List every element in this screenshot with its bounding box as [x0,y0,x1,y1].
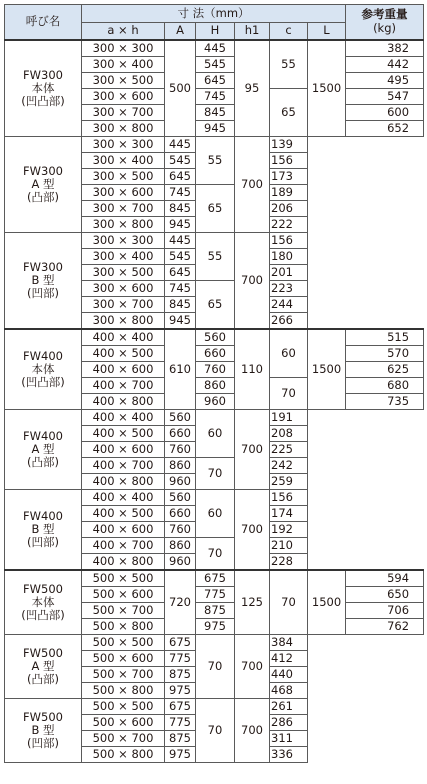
size-axh-cell: 400 × 500 [82,506,165,522]
model-name-line: 本体 [31,361,55,376]
dim-H-cell: 875 [165,731,196,747]
weight-cell: 384 [270,635,308,651]
header-weight [346,5,424,41]
header-axh: a × h [82,23,165,41]
weight-cell: 600 [346,105,424,121]
dim-H-cell: 545 [165,153,196,169]
model-name-line: FW400 [23,508,63,523]
size-axh-cell: 300 × 300 [82,137,165,153]
size-axh-cell: 400 × 400 [82,410,165,426]
weight-cell: 156 [270,233,308,249]
dim-c-cell: 55 [270,40,308,89]
model-name-line: FW500 [23,581,63,596]
model-section [5,410,424,490]
dim-c-cell: 65 [270,89,308,137]
header-weight-unit: (kg) [373,21,396,35]
size-axh-cell: 300 × 800 [82,121,165,137]
spec-table [4,4,424,763]
dim-c-cell: 70 [270,378,308,410]
size-axh-cell: 400 × 700 [82,458,165,474]
dim-H-cell: 645 [165,169,196,185]
model-name-line: B 型 [31,521,55,536]
table-row [5,233,424,249]
dim-H-cell: 560 [165,410,196,426]
model-name-line: 本体 [31,80,55,95]
size-axh-cell: 500 × 700 [82,667,165,683]
table-row [5,410,424,426]
size-axh-cell: 500 × 500 [82,635,165,651]
weight-cell: 625 [346,362,424,378]
model-name-line: (凹凸部) [21,94,65,109]
weight-cell: 173 [270,169,308,185]
size-axh-cell: 400 × 600 [82,522,165,538]
dim-H-cell: 645 [196,73,235,89]
size-axh-cell: 500 × 500 [82,699,165,715]
header-h1: h1 [235,23,270,41]
size-axh-cell: 300 × 500 [82,169,165,185]
header-L: L [308,23,346,41]
weight-cell: 735 [346,394,424,410]
dim-H-cell: 760 [165,522,196,538]
size-axh-cell: 300 × 300 [82,40,165,57]
table-row [5,490,424,506]
dim-A-cell: 500 [165,40,196,137]
dim-c-cell: 65 [196,185,235,233]
model-name-line: B 型 [31,272,55,287]
dim-H-cell: 975 [165,747,196,763]
model-section [5,329,424,410]
size-axh-cell: 400 × 600 [82,362,165,378]
size-axh-cell: 500 × 800 [82,683,165,699]
size-axh-cell: 400 × 800 [82,474,165,490]
weight-cell: 261 [270,699,308,715]
weight-cell: 201 [270,265,308,281]
dim-H-cell: 945 [165,313,196,330]
model-name-line: FW500 [23,645,63,660]
table-row [5,570,424,587]
table-header [5,5,424,41]
model-name-line: B 型 [31,722,55,737]
weight-cell: 223 [270,281,308,297]
size-axh-cell: 400 × 600 [82,442,165,458]
dim-H-cell: 875 [196,603,235,619]
size-axh-cell: 300 × 600 [82,281,165,297]
model-name-line: (凹部) [27,286,59,301]
weight-cell: 547 [346,89,424,105]
weight-cell: 222 [270,217,308,233]
dim-L-cell: 700 [235,635,270,699]
model-name-line: 本体 [31,594,55,609]
model-name-cell [5,635,82,699]
model-name-cell [5,40,82,137]
model-name-line: FW500 [23,709,63,724]
model-section [5,635,424,699]
dim-H-cell: 845 [165,201,196,217]
size-axh-cell: 500 × 700 [82,731,165,747]
weight-cell: 242 [270,458,308,474]
model-name-cell [5,233,82,330]
dim-H-cell: 745 [196,89,235,105]
size-axh-cell: 500 × 500 [82,570,165,587]
weight-cell: 495 [346,73,424,89]
weight-cell: 650 [346,587,424,603]
size-axh-cell: 300 × 400 [82,57,165,73]
dim-c-cell: 70 [270,570,308,635]
size-axh-cell: 400 × 500 [82,346,165,362]
dim-H-cell: 660 [165,506,196,522]
model-section [5,570,424,635]
table-row [5,635,424,651]
model-name-line: A 型 [31,658,55,673]
dim-c-cell: 60 [196,490,235,538]
size-axh-cell: 500 × 600 [82,651,165,667]
dim-c-cell: 65 [196,281,235,330]
model-section [5,490,424,571]
model-name-line: (凹部) [27,736,59,751]
dim-H-cell: 675 [165,635,196,651]
dim-L-cell: 700 [235,137,270,233]
dim-L-cell: 700 [235,233,270,330]
weight-cell: 259 [270,474,308,490]
size-axh-cell: 500 × 600 [82,715,165,731]
size-axh-cell: 400 × 700 [82,538,165,554]
model-name-line: FW300 [23,163,63,178]
dim-H-cell: 745 [165,281,196,297]
size-axh-cell: 300 × 400 [82,249,165,265]
dim-c-cell: 60 [196,410,235,458]
dim-c-cell: 55 [196,233,235,281]
dim-H-cell: 775 [196,587,235,603]
model-name-line: A 型 [31,441,55,456]
dim-H-cell: 660 [165,426,196,442]
dim-H-cell: 745 [165,185,196,201]
weight-cell: 156 [270,490,308,506]
weight-cell: 652 [346,121,424,137]
model-name-line: (凸部) [27,672,59,687]
dim-H-cell: 975 [165,683,196,699]
weight-cell: 174 [270,506,308,522]
weight-cell: 210 [270,538,308,554]
model-name-line: (凹部) [27,535,59,550]
weight-cell: 244 [270,297,308,313]
weight-cell: 192 [270,522,308,538]
size-axh-cell: 300 × 500 [82,73,165,89]
weight-cell: 706 [346,603,424,619]
dim-H-cell: 960 [196,394,235,410]
dim-H-cell: 445 [165,137,196,153]
header-H: H [196,23,235,41]
weight-cell: 228 [270,554,308,571]
header-name: 呼び名 [5,5,82,41]
dim-H-cell: 960 [165,554,196,571]
dim-H-cell: 545 [165,249,196,265]
dim-H-cell: 760 [196,362,235,378]
size-axh-cell: 500 × 600 [82,587,165,603]
weight-cell: 468 [270,683,308,699]
weight-cell: 336 [270,747,308,763]
dim-c-cell: 60 [270,329,308,378]
size-axh-cell: 300 × 700 [82,297,165,313]
size-axh-cell: 400 × 800 [82,554,165,571]
size-axh-cell: 300 × 300 [82,233,165,249]
dim-H-cell: 660 [196,346,235,362]
weight-cell: 266 [270,313,308,330]
weight-cell: 440 [270,667,308,683]
weight-cell: 180 [270,249,308,265]
dim-h1-cell: 95 [235,40,270,137]
model-name-line: (凹凸部) [21,608,65,623]
dim-H-cell: 860 [165,538,196,554]
size-axh-cell: 300 × 600 [82,89,165,105]
dim-h1-cell: 125 [235,570,270,635]
dim-L-cell: 1500 [308,570,346,635]
model-section [5,137,424,233]
size-axh-cell: 500 × 700 [82,603,165,619]
dim-H-cell: 845 [196,105,235,121]
dim-H-cell: 945 [196,121,235,137]
weight-cell: 382 [346,40,424,57]
dim-H-cell: 645 [165,265,196,281]
size-axh-cell: 300 × 700 [82,105,165,121]
dim-L-cell: 1500 [308,40,346,137]
size-axh-cell: 400 × 400 [82,490,165,506]
size-axh-cell: 300 × 400 [82,153,165,169]
weight-cell: 515 [346,329,424,346]
model-name-cell [5,699,82,763]
weight-cell: 139 [270,137,308,153]
size-axh-cell: 300 × 500 [82,265,165,281]
dim-H-cell: 775 [165,715,196,731]
model-name-line: FW300 [23,67,63,82]
dim-H-cell: 760 [165,442,196,458]
table-row [5,137,424,153]
size-axh-cell: 400 × 500 [82,426,165,442]
dim-H-cell: 860 [165,458,196,474]
weight-cell: 311 [270,731,308,747]
dim-H-cell: 545 [196,57,235,73]
dim-H-cell: 845 [165,297,196,313]
dim-L-cell: 700 [235,490,270,571]
header-weight-label: 参考重量 [361,7,408,22]
dim-c-cell: 70 [196,458,235,490]
dim-H-cell: 775 [165,651,196,667]
model-section [5,40,424,137]
dim-H-cell: 975 [196,619,235,635]
weight-cell: 191 [270,410,308,426]
dim-H-cell: 960 [165,474,196,490]
table-row [5,40,424,57]
header-dimensions: 寸 法（mm） [82,5,346,23]
model-name-line: FW400 [23,428,63,443]
size-axh-cell: 400 × 400 [82,329,165,346]
header-A: A [165,23,196,41]
size-axh-cell: 500 × 800 [82,619,165,635]
weight-cell: 680 [346,378,424,394]
header-c: c [270,23,308,41]
dim-h1-cell: 110 [235,329,270,410]
weight-cell: 208 [270,426,308,442]
weight-cell: 286 [270,715,308,731]
dim-H-cell: 945 [165,217,196,233]
dim-A-cell: 720 [165,570,196,635]
table-row [5,699,424,715]
model-name-line: FW300 [23,259,63,274]
weight-cell: 156 [270,153,308,169]
model-name-line: A 型 [31,176,55,191]
dim-L-cell: 700 [235,699,270,763]
dim-c-cell: 55 [196,137,235,185]
size-axh-cell: 400 × 700 [82,378,165,394]
dim-c-cell: 70 [196,699,235,763]
model-section [5,233,424,330]
model-name-line: (凸部) [27,190,59,205]
weight-cell: 570 [346,346,424,362]
size-axh-cell: 500 × 800 [82,747,165,763]
dim-H-cell: 445 [165,233,196,249]
weight-cell: 594 [346,570,424,587]
size-axh-cell: 300 × 700 [82,201,165,217]
size-axh-cell: 400 × 800 [82,394,165,410]
model-name-cell [5,490,82,571]
model-name-line: (凹凸部) [21,375,65,390]
dim-H-cell: 560 [165,490,196,506]
weight-cell: 762 [346,619,424,635]
size-axh-cell: 300 × 800 [82,217,165,233]
weight-cell: 206 [270,201,308,217]
size-axh-cell: 300 × 800 [82,313,165,330]
model-name-cell [5,410,82,490]
model-section [5,699,424,763]
weight-cell: 189 [270,185,308,201]
model-name-cell [5,329,82,410]
dim-H-cell: 875 [165,667,196,683]
dim-c-cell: 70 [196,635,235,699]
table-row [5,329,424,346]
model-name-cell [5,137,82,233]
dim-L-cell: 700 [235,410,270,490]
dim-L-cell: 1500 [308,329,346,410]
model-name-line: FW400 [23,348,63,363]
dim-H-cell: 675 [196,570,235,587]
weight-cell: 442 [346,57,424,73]
dim-H-cell: 560 [196,329,235,346]
model-name-cell [5,570,82,635]
weight-cell: 412 [270,651,308,667]
dim-H-cell: 860 [196,378,235,394]
dim-A-cell: 610 [165,329,196,410]
dim-H-cell: 445 [196,40,235,57]
weight-cell: 225 [270,442,308,458]
size-axh-cell: 300 × 600 [82,185,165,201]
dim-c-cell: 70 [196,538,235,571]
model-name-line: (凸部) [27,455,59,470]
dim-H-cell: 675 [165,699,196,715]
